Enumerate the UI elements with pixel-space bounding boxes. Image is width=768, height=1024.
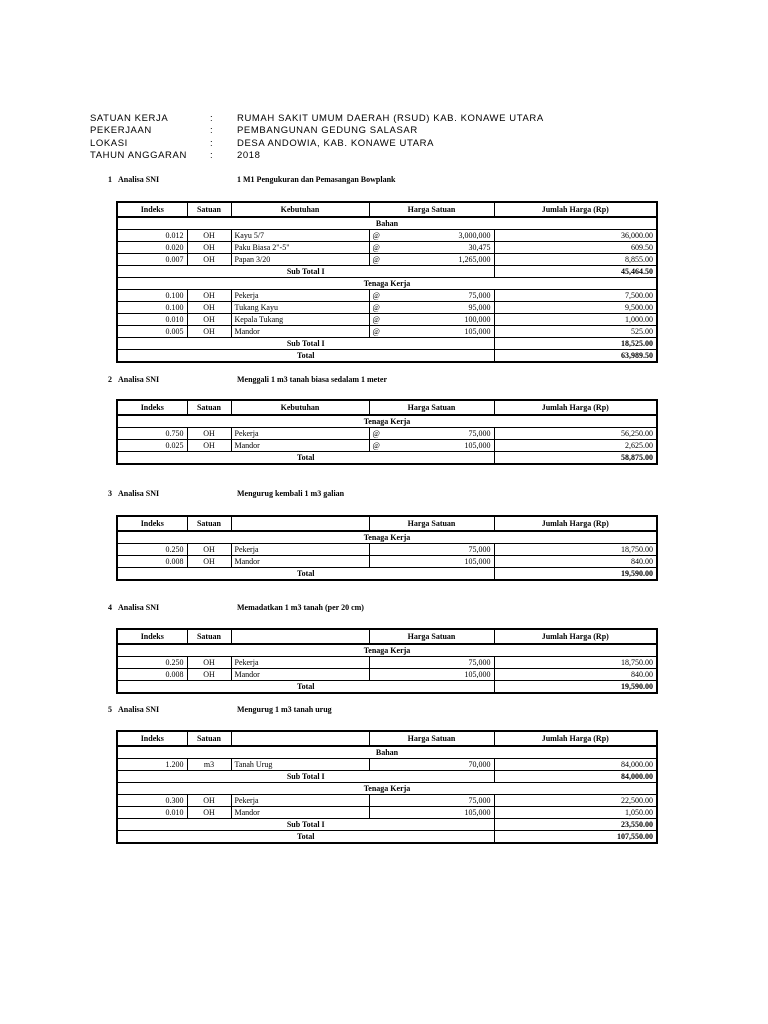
header-label: SATUAN KERJA (90, 113, 169, 124)
cell-satuan: OH (187, 657, 231, 669)
section-title (108, 375, 387, 384)
column-header-harga: Harga Satuan (369, 400, 494, 415)
analysis-table (116, 201, 658, 363)
cell-kebutuhan: Tukang Kayu (231, 302, 369, 314)
cell-harga (369, 759, 494, 771)
section-number: 1 (108, 175, 112, 184)
group-header-row (117, 217, 657, 230)
total-row (117, 338, 657, 350)
cell-kebutuhan: Mandor (231, 326, 369, 338)
harga-wrap (373, 327, 491, 337)
table-row (117, 440, 657, 452)
cell-satuan: OH (187, 428, 231, 440)
group-label: Tenaga Kerja (117, 278, 657, 290)
cell-kebutuhan: Papan 3/20 (231, 254, 369, 266)
cell-harga (369, 669, 494, 681)
total-amount: 84,000.00 (494, 771, 657, 783)
cell-jumlah: 525.00 (494, 326, 657, 338)
cell-harga (369, 428, 494, 440)
cell-satuan: OH (187, 440, 231, 452)
at-symbol: @ (372, 314, 380, 324)
cell-harga (369, 326, 494, 338)
cell-satuan: m3 (187, 759, 231, 771)
harga-value: 75,000 (468, 544, 491, 554)
total-amount: 19,590.00 (494, 568, 657, 581)
column-header-satuan: Satuan (187, 400, 231, 415)
cell-kebutuhan: Pekerja (231, 428, 369, 440)
header-row (90, 113, 544, 125)
harga-wrap (373, 231, 491, 241)
section-heading: Mengurug 1 m3 tanah urug (237, 705, 332, 714)
harga-value: 1,265,000 (458, 254, 491, 264)
cell-harga (369, 230, 494, 242)
cell-kebutuhan: Mandor (231, 556, 369, 568)
section-title (108, 489, 344, 498)
header-value: DESA ANDOWIA, KAB. KONAWE UTARA (237, 137, 435, 149)
harga-wrap (373, 808, 491, 818)
cell-kebutuhan: Pekerja (231, 544, 369, 556)
harga-wrap (373, 315, 491, 325)
column-header-kebutuhan: Kebutuhan (231, 400, 369, 415)
column-header-jumlah: Jumlah Harga (Rp) (494, 400, 657, 415)
table-row (117, 326, 657, 338)
total-label: Total (117, 350, 494, 363)
harga-wrap (373, 441, 491, 451)
at-symbol: @ (372, 428, 380, 438)
section-title (108, 603, 364, 612)
table-row (117, 795, 657, 807)
cell-indeks: 1.200 (117, 759, 187, 771)
at-symbol: @ (372, 290, 380, 300)
harga-value: 75,000 (468, 428, 491, 438)
harga-value: 75,000 (468, 290, 491, 300)
cell-harga (369, 242, 494, 254)
group-header-row (117, 746, 657, 759)
header-colon: : (210, 113, 214, 124)
section-number: 3 (108, 489, 112, 498)
group-label: Bahan (117, 217, 657, 230)
column-header-harga: Harga Satuan (369, 202, 494, 217)
cell-satuan: OH (187, 230, 231, 242)
section-label: Analisa SNI (118, 705, 160, 714)
harga-value: 3,000,000 (458, 230, 491, 240)
cell-harga (369, 544, 494, 556)
harga-value: 30,475 (468, 242, 491, 252)
at-symbol: @ (372, 326, 380, 336)
harga-value: 100,000 (464, 314, 491, 324)
cell-harga (369, 254, 494, 266)
group-header-row (117, 278, 657, 290)
table-header-row (117, 629, 657, 644)
group-header-row (117, 531, 657, 544)
cell-harga (369, 314, 494, 326)
cell-satuan: OH (187, 556, 231, 568)
cell-harga (369, 556, 494, 568)
header-value: 2018 (237, 150, 261, 162)
table-row (117, 302, 657, 314)
at-symbol: @ (372, 302, 380, 312)
harga-wrap (373, 796, 491, 806)
header-label: LOKASI (90, 137, 128, 149)
cell-jumlah: 18,750.00 (494, 544, 657, 556)
group-label: Bahan (117, 746, 657, 759)
total-label: Total (117, 452, 494, 465)
group-label: Tenaga Kerja (117, 783, 657, 795)
cell-kebutuhan: Mandor (231, 669, 369, 681)
cell-jumlah: 840.00 (494, 556, 657, 568)
group-label: Tenaga Kerja (117, 644, 657, 657)
table-row (117, 230, 657, 242)
cell-harga (369, 657, 494, 669)
at-symbol: @ (372, 254, 380, 264)
section-title (108, 175, 395, 184)
cell-indeks: 0.007 (117, 254, 187, 266)
column-header-jumlah: Jumlah Harga (Rp) (494, 516, 657, 531)
section-heading: Memadatkan 1 m3 tanah (per 20 cm) (237, 603, 364, 612)
cell-indeks: 0.100 (117, 290, 187, 302)
total-label: Sub Total I (117, 338, 494, 350)
column-header-jumlah: Jumlah Harga (Rp) (494, 629, 657, 644)
harga-wrap (373, 557, 491, 567)
cell-harga (369, 807, 494, 819)
cell-indeks: 0.008 (117, 669, 187, 681)
column-header-indeks: Indeks (117, 202, 187, 217)
table-row (117, 669, 657, 681)
cell-jumlah: 22,500.00 (494, 795, 657, 807)
group-header-row (117, 415, 657, 428)
table-row (117, 657, 657, 669)
harga-value: 95,000 (468, 302, 491, 312)
cell-jumlah: 1,050.00 (494, 807, 657, 819)
cell-indeks: 0.010 (117, 314, 187, 326)
header-colon: : (210, 150, 214, 162)
cell-kebutuhan: Paku Biasa 2"-5" (231, 242, 369, 254)
total-amount: 45,464.50 (494, 266, 657, 278)
column-header-harga: Harga Satuan (369, 516, 494, 531)
cell-jumlah: 36,000.00 (494, 230, 657, 242)
total-label: Sub Total I (117, 819, 494, 831)
cell-jumlah: 1,000.00 (494, 314, 657, 326)
harga-value: 105,000 (464, 807, 491, 817)
table-row (117, 314, 657, 326)
document-header (90, 113, 544, 163)
column-header-kebutuhan: Kebutuhan (231, 202, 369, 217)
analysis-table (116, 730, 658, 844)
cell-harga (369, 440, 494, 452)
cell-kebutuhan: Pekerja (231, 290, 369, 302)
table-row (117, 759, 657, 771)
cell-jumlah: 56,250.00 (494, 428, 657, 440)
total-amount: 23,550.00 (494, 819, 657, 831)
table-row (117, 242, 657, 254)
analysis-table (116, 515, 658, 581)
harga-value: 105,000 (464, 556, 491, 566)
header-row (90, 138, 544, 150)
column-header-kebutuhan (231, 516, 369, 531)
cell-indeks: 0.008 (117, 556, 187, 568)
group-label: Tenaga Kerja (117, 531, 657, 544)
cell-satuan: OH (187, 254, 231, 266)
section-title (108, 705, 332, 714)
total-label: Total (117, 568, 494, 581)
harga-wrap (373, 670, 491, 680)
analysis-table (116, 399, 658, 465)
table-row (117, 428, 657, 440)
cell-satuan: OH (187, 807, 231, 819)
section-heading: Menggali 1 m3 tanah biasa sedalam 1 meter (237, 375, 387, 384)
at-symbol: @ (372, 242, 380, 252)
section-number: 2 (108, 375, 112, 384)
cell-jumlah: 84,000.00 (494, 759, 657, 771)
total-amount: 63,989.50 (494, 350, 657, 363)
harga-value: 70,000 (468, 759, 491, 769)
section-label: Analisa SNI (118, 375, 160, 384)
column-header-indeks: Indeks (117, 400, 187, 415)
column-header-harga: Harga Satuan (369, 731, 494, 746)
column-header-indeks: Indeks (117, 629, 187, 644)
total-row (117, 681, 657, 694)
cell-satuan: OH (187, 544, 231, 556)
header-value: PEMBANGUNAN GEDUNG SALASAR (237, 125, 418, 137)
total-amount: 107,550.00 (494, 831, 657, 844)
total-row (117, 266, 657, 278)
total-amount: 58,875.00 (494, 452, 657, 465)
harga-wrap (373, 545, 491, 555)
header-value: RUMAH SAKIT UMUM DAERAH (RSUD) KAB. KONAWE UTARA (237, 113, 544, 124)
header-row (90, 125, 544, 137)
cell-indeks: 0.025 (117, 440, 187, 452)
harga-value: 75,000 (468, 657, 491, 667)
at-symbol: @ (372, 230, 380, 240)
cell-indeks: 0.250 (117, 657, 187, 669)
cell-indeks: 0.300 (117, 795, 187, 807)
cell-kebutuhan: Kepala Tukang (231, 314, 369, 326)
harga-wrap (373, 429, 491, 439)
cell-satuan: OH (187, 795, 231, 807)
cell-kebutuhan: Mandor (231, 440, 369, 452)
table-row (117, 556, 657, 568)
at-symbol: @ (372, 440, 380, 450)
total-label: Sub Total I (117, 771, 494, 783)
total-row (117, 819, 657, 831)
section-number: 4 (108, 603, 112, 612)
column-header-satuan: Satuan (187, 731, 231, 746)
header-label: TAHUN ANGGARAN (90, 150, 187, 162)
harga-wrap (373, 760, 491, 770)
header-label: PEKERJAAN (90, 125, 152, 137)
cell-satuan: OH (187, 314, 231, 326)
column-header-satuan: Satuan (187, 202, 231, 217)
total-label: Total (117, 831, 494, 844)
column-header-kebutuhan (231, 629, 369, 644)
column-header-indeks: Indeks (117, 731, 187, 746)
group-label: Tenaga Kerja (117, 415, 657, 428)
header-colon: : (210, 137, 214, 149)
harga-value: 75,000 (468, 795, 491, 805)
table-header-row (117, 202, 657, 217)
cell-indeks: 0.020 (117, 242, 187, 254)
cell-harga (369, 795, 494, 807)
cell-jumlah: 7,500.00 (494, 290, 657, 302)
table-row (117, 807, 657, 819)
table-row (117, 254, 657, 266)
table-header-row (117, 731, 657, 746)
cell-jumlah: 609.50 (494, 242, 657, 254)
column-header-satuan: Satuan (187, 516, 231, 531)
column-header-jumlah: Jumlah Harga (Rp) (494, 731, 657, 746)
cell-indeks: 0.750 (117, 428, 187, 440)
harga-value: 105,000 (464, 326, 491, 336)
cell-kebutuhan: Pekerja (231, 795, 369, 807)
harga-wrap (373, 303, 491, 313)
cell-jumlah: 18,750.00 (494, 657, 657, 669)
cell-kebutuhan: Mandor (231, 807, 369, 819)
cell-indeks: 0.100 (117, 302, 187, 314)
table-header-row (117, 400, 657, 415)
cell-satuan: OH (187, 326, 231, 338)
cell-indeks: 0.010 (117, 807, 187, 819)
header-colon: : (210, 125, 214, 137)
total-amount: 18,525.00 (494, 338, 657, 350)
cell-kebutuhan: Kayu 5/7 (231, 230, 369, 242)
section-heading: Mengurug kembali 1 m3 galian (237, 489, 345, 498)
cell-harga (369, 302, 494, 314)
column-header-harga: Harga Satuan (369, 629, 494, 644)
harga-wrap (373, 658, 491, 668)
column-header-indeks: Indeks (117, 516, 187, 531)
section-number: 5 (108, 705, 112, 714)
total-row (117, 350, 657, 363)
column-header-jumlah: Jumlah Harga (Rp) (494, 202, 657, 217)
group-header-row (117, 783, 657, 795)
harga-wrap (373, 243, 491, 253)
header-row (90, 150, 544, 162)
cell-kebutuhan: Tanah Urug (231, 759, 369, 771)
cell-satuan: OH (187, 302, 231, 314)
column-header-kebutuhan (231, 731, 369, 746)
column-header-satuan: Satuan (187, 629, 231, 644)
cell-indeks: 0.005 (117, 326, 187, 338)
total-row (117, 568, 657, 581)
harga-value: 105,000 (464, 440, 491, 450)
analysis-table (116, 628, 658, 694)
cell-jumlah: 2,625.00 (494, 440, 657, 452)
section-label: Analisa SNI (118, 603, 160, 612)
total-amount: 19,590.00 (494, 681, 657, 694)
total-row (117, 831, 657, 844)
cell-indeks: 0.012 (117, 230, 187, 242)
cell-satuan: OH (187, 290, 231, 302)
total-row (117, 452, 657, 465)
table-row (117, 544, 657, 556)
section-heading: 1 M1 Pengukuran dan Pemasangan Bowplank (237, 175, 396, 184)
cell-indeks: 0.250 (117, 544, 187, 556)
harga-wrap (373, 255, 491, 265)
cell-jumlah: 840.00 (494, 669, 657, 681)
section-label: Analisa SNI (118, 175, 160, 184)
total-label: Total (117, 681, 494, 694)
harga-value: 105,000 (464, 669, 491, 679)
section-label: Analisa SNI (118, 489, 160, 498)
cell-satuan: OH (187, 242, 231, 254)
cell-kebutuhan: Pekerja (231, 657, 369, 669)
cell-jumlah: 8,855.00 (494, 254, 657, 266)
harga-wrap (373, 291, 491, 301)
cell-harga (369, 290, 494, 302)
table-header-row (117, 516, 657, 531)
cell-jumlah: 9,500.00 (494, 302, 657, 314)
total-label: Sub Total I (117, 266, 494, 278)
group-header-row (117, 644, 657, 657)
table-row (117, 290, 657, 302)
total-row (117, 771, 657, 783)
cell-satuan: OH (187, 669, 231, 681)
